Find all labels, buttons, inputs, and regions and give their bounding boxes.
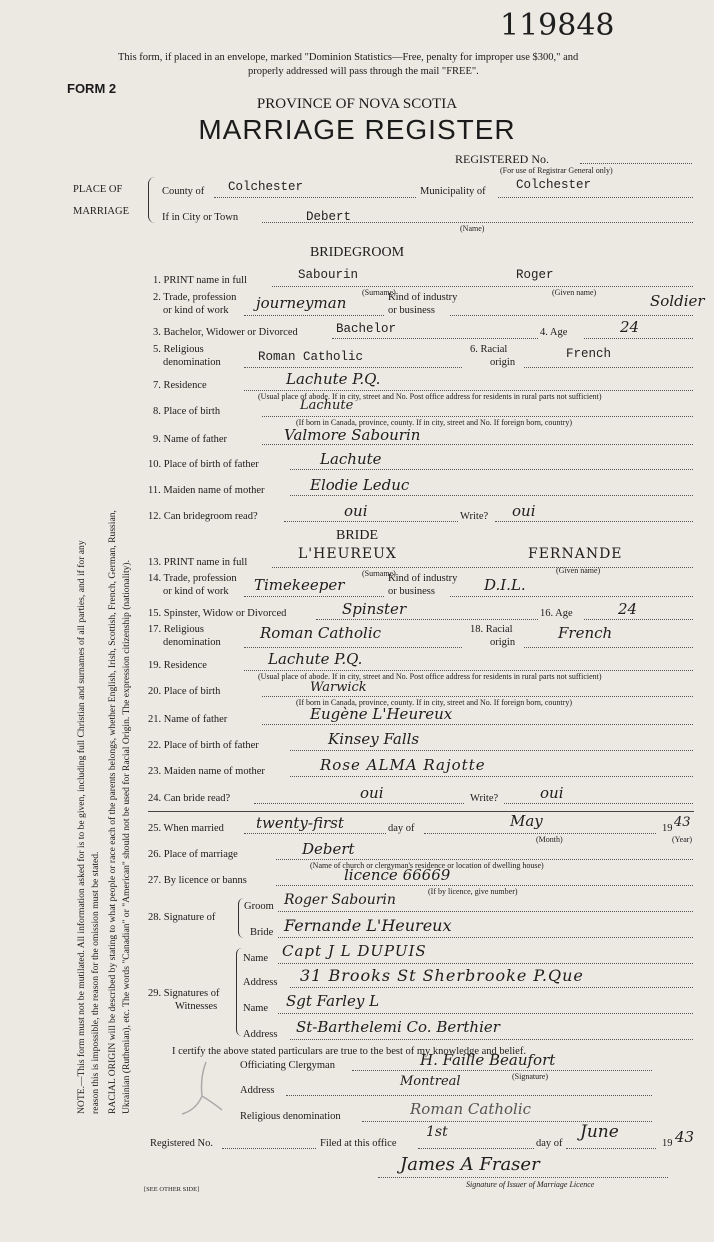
bride-l21: 21. Name of father xyxy=(148,714,228,725)
groom-trade: journeyman xyxy=(256,294,347,312)
clergyman-signature: H. Faille Beaufort xyxy=(420,1051,556,1069)
church-note: (Name of church or clergyman's residence or location of dwelling house) xyxy=(310,861,544,870)
witness1-name: Capt J L DUPUIS xyxy=(282,942,427,960)
month-note: (Month) xyxy=(536,835,563,844)
filed-year-prefix: 19 xyxy=(662,1138,673,1149)
groom-l1: 1. PRINT name in full xyxy=(153,275,248,286)
filed-year: 43 xyxy=(675,1128,695,1146)
municipality-label: Municipality of xyxy=(420,186,486,197)
bride-write: oui xyxy=(540,784,564,802)
bridegroom-heading: BRIDEGROOM xyxy=(309,245,405,260)
marriage-day: twenty-first xyxy=(256,814,344,832)
bride-sig-label: Bride xyxy=(250,927,274,938)
groom-l10: 10. Place of birth of father xyxy=(148,459,259,470)
marriage-l28: 28. Signature of xyxy=(148,912,216,923)
issuer-signature: James A Fraser xyxy=(400,1154,540,1175)
groom-industry: Soldier xyxy=(650,292,705,310)
filed-label: Filed at this office xyxy=(320,1138,397,1149)
bride-given: FERNANDE xyxy=(528,546,623,562)
bride-heading: BRIDE xyxy=(336,528,378,543)
bride-mother: Rose ALMA Rajotte xyxy=(320,756,486,774)
groom-l2a: 2. Trade, profession xyxy=(153,292,237,303)
place-label-2: MARRIAGE xyxy=(73,206,130,217)
groom-l8: 8. Place of birth xyxy=(153,406,221,417)
registered-no-label: REGISTERED No. xyxy=(455,152,549,166)
witness1-address: 31 Brooks St Sherbrooke P.Que xyxy=(300,966,584,985)
envelope-note-1: This form, if placed in an envelope, marked "Dominion Statistics—Free, penalty for improper use $300," and xyxy=(118,52,579,63)
page-title: MARRIAGE REGISTER xyxy=(198,114,516,145)
marriage-l25: 25. When married xyxy=(148,823,224,834)
residence-note-bride: (Usual place of abode. If in city, street and No. Post office address for residents in rural parts not sufficient) xyxy=(258,672,602,681)
see-other-side: [SEE OTHER SIDE] xyxy=(144,1186,200,1193)
groom-signature: Roger Sabourin xyxy=(284,892,396,908)
groom-racial-label-b: origin xyxy=(490,357,516,368)
given-note: (Given name) xyxy=(552,288,597,297)
marriage-day-label: day of xyxy=(388,823,415,834)
groom-racial-label-a: 6. Racial xyxy=(470,344,508,355)
w2-address-label: Address xyxy=(243,1029,278,1040)
witness2-name: Sgt Farley L xyxy=(286,992,380,1010)
licence-note: (If by licence, give number) xyxy=(428,887,518,896)
bride-l20: 20. Place of birth xyxy=(148,686,221,697)
denomination-label: Religious denomination xyxy=(240,1111,341,1122)
groom-father: Valmore Sabourin xyxy=(284,426,421,444)
groom-industry-label-b: or business xyxy=(388,305,435,316)
bride-l17a: 17. Religious xyxy=(148,624,205,635)
groom-industry-label-a: Kind of industry xyxy=(388,292,458,303)
residence-note-groom: (Usual place of abode. If in city, street and No. Post office address for residents in rural parts not sufficient) xyxy=(258,392,602,401)
bride-status: Spinster xyxy=(342,600,407,618)
groom-religion: Roman Catholic xyxy=(258,350,364,364)
bride-l14a: 14. Trade, profession xyxy=(148,573,237,584)
registered-no-line xyxy=(580,163,692,164)
municipality-value: Colchester xyxy=(516,178,592,192)
certify-text: I certify the above stated particulars are true to the best of my knowledge and belief. xyxy=(172,1046,526,1057)
bride-residence: Lachute P.Q. xyxy=(268,650,363,668)
stamp-number: 119848 xyxy=(500,8,615,43)
bride-read: oui xyxy=(360,784,384,802)
marriage-month: May xyxy=(510,812,543,830)
bride-industry-label-a: Kind of industry xyxy=(388,573,458,584)
clergyman-label: Officiating Clergyman xyxy=(240,1060,335,1071)
clergy-denomination: Roman Catholic xyxy=(410,1100,532,1118)
bride-l23: 23. Maiden name of mother xyxy=(148,766,265,777)
bride-trade: Timekeeper xyxy=(254,576,345,594)
marriage-l27: 27. By licence or banns xyxy=(148,875,247,886)
marriage-l29a: 29. Signatures of xyxy=(148,988,220,999)
bride-l19: 19. Residence xyxy=(148,660,207,671)
groom-age-label: 4. Age xyxy=(540,327,568,338)
year-note: (Year) xyxy=(672,835,693,844)
groom-write-label: Write? xyxy=(460,511,489,522)
issuer-note: Signature of Issuer of Marriage Licence xyxy=(466,1180,595,1189)
bride-industry: D.I.L. xyxy=(484,576,526,594)
groom-l3: 3. Bachelor, Widower or Divorced xyxy=(153,327,298,338)
groom-l5b: denomination xyxy=(163,357,221,368)
groom-l7: 7. Residence xyxy=(153,380,207,391)
bride-birthplace: Warwick xyxy=(310,680,367,695)
birth-note-bride: (If born in Canada, province, county. If in city, street and No. If foreign born, country) xyxy=(296,698,572,707)
margin-note-4: Ukrainian (Ruthenian), etc. The words "Canadian" or "American" should not be used for Racial Origin. The expression citizenship (nationality). xyxy=(121,559,132,1114)
bride-racial-label-b: origin xyxy=(490,637,516,648)
groom-mother: Elodie Leduc xyxy=(310,476,410,494)
groom-read: oui xyxy=(344,502,368,520)
surname-note-bride: (Surname) xyxy=(362,569,396,578)
filed-month: June xyxy=(580,1122,619,1142)
bride-religion: Roman Catholic xyxy=(260,624,382,642)
groom-given: Roger xyxy=(516,268,554,282)
bride-l24: 24. Can bride read? xyxy=(148,793,231,804)
bride-l17b: denomination xyxy=(163,637,221,648)
clergy-address: Montreal xyxy=(400,1074,461,1089)
marriage-l26: 26. Place of marriage xyxy=(148,849,238,860)
envelope-note-2: properly addressed will pass through the mail "FREE". xyxy=(248,66,479,77)
bride-age: 24 xyxy=(618,600,638,618)
bride-surname: L'HEUREUX xyxy=(298,546,397,562)
name-note: (Name) xyxy=(460,224,485,233)
signature-note: (Signature) xyxy=(512,1072,548,1081)
bride-l15: 15. Spinster, Widow or Divorced xyxy=(148,608,287,619)
marriage-place: Debert xyxy=(302,840,355,858)
bride-write-label: Write? xyxy=(470,793,499,804)
marriage-licence: licence 66669 xyxy=(344,866,451,884)
city-value: Debert xyxy=(306,210,352,224)
bride-l14b: or kind of work xyxy=(163,586,229,597)
bride-racial: French xyxy=(558,624,613,642)
witness-brace xyxy=(236,948,242,1036)
registrar-note: (For use of Registrar General only) xyxy=(500,166,613,175)
groom-l5a: 5. Religious xyxy=(153,344,204,355)
registered-label: Registered No. xyxy=(150,1138,213,1149)
bride-racial-label-a: 18. Racial xyxy=(470,624,513,635)
groom-father-birthplace: Lachute xyxy=(320,450,382,468)
margin-note-3: RACIAL ORIGIN will be described by stating to what people or race each of the parents belongs, whether English, Irish, Scottish, French, German, Russian, xyxy=(107,510,118,1114)
groom-l9: 9. Name of father xyxy=(153,434,228,445)
check-mark-icon xyxy=(176,1058,226,1118)
place-brace xyxy=(148,177,155,223)
groom-status: Bachelor xyxy=(336,322,397,336)
bride-signature: Fernande L'Heureux xyxy=(284,916,452,935)
bride-father-birthplace: Kinsey Falls xyxy=(328,730,420,748)
w2-name-label: Name xyxy=(243,1003,269,1014)
separator xyxy=(148,811,694,812)
filed-day: 1st xyxy=(426,1124,448,1140)
province-title: PROVINCE OF NOVA SCOTIA xyxy=(256,96,458,112)
given-note-bride: (Given name) xyxy=(556,566,601,575)
birth-note-groom: (If born in Canada, province, county. If in city, street and No. If foreign born, country) xyxy=(296,418,572,427)
w1-name-label: Name xyxy=(243,953,269,964)
city-label: If in City or Town xyxy=(162,212,239,223)
clergy-address-label: Address xyxy=(240,1085,275,1096)
groom-residence: Lachute P.Q. xyxy=(286,370,381,388)
witness2-address: St-Barthelemi Co. Berthier xyxy=(296,1018,500,1036)
county-value: Colchester xyxy=(228,180,304,194)
bride-father: Eugène L'Heureux xyxy=(310,705,453,723)
groom-age: 24 xyxy=(620,318,640,336)
groom-sig-label: Groom xyxy=(244,901,274,912)
marriage-l29b: Witnesses xyxy=(175,1001,218,1012)
groom-l11: 11. Maiden name of mother xyxy=(148,485,265,496)
bride-industry-label-b: or business xyxy=(388,586,435,597)
groom-write: oui xyxy=(512,502,536,520)
county-label: County of xyxy=(162,186,205,197)
filed-day-label: day of xyxy=(536,1138,563,1149)
surname-note: (Surname) xyxy=(362,288,396,297)
margin-note-1: NOTE.—This form must not be mutilated. All information asked for is to be given, including full Christian and surnames of all parties, and if for any xyxy=(76,540,87,1114)
form-number: FORM 2 xyxy=(67,81,117,96)
place-label-1: PLACE OF xyxy=(73,184,123,195)
groom-l12: 12. Can bridegroom read? xyxy=(148,511,258,522)
marriage-year: 43 xyxy=(674,815,691,830)
bride-l22: 22. Place of birth of father xyxy=(148,740,259,751)
groom-surname: Sabourin xyxy=(298,268,359,282)
margin-note-2: reason this is impossible, the reason for the omission must be stated. xyxy=(90,851,101,1114)
w1-address-label: Address xyxy=(243,977,278,988)
bride-l13: 13. PRINT name in full xyxy=(148,557,248,568)
groom-l2b: or kind of work xyxy=(163,305,229,316)
groom-racial: French xyxy=(566,347,612,361)
bride-age-label: 16. Age xyxy=(540,608,573,619)
groom-birthplace: Lachute xyxy=(300,398,354,413)
marriage-year-prefix: 19 xyxy=(662,823,673,834)
